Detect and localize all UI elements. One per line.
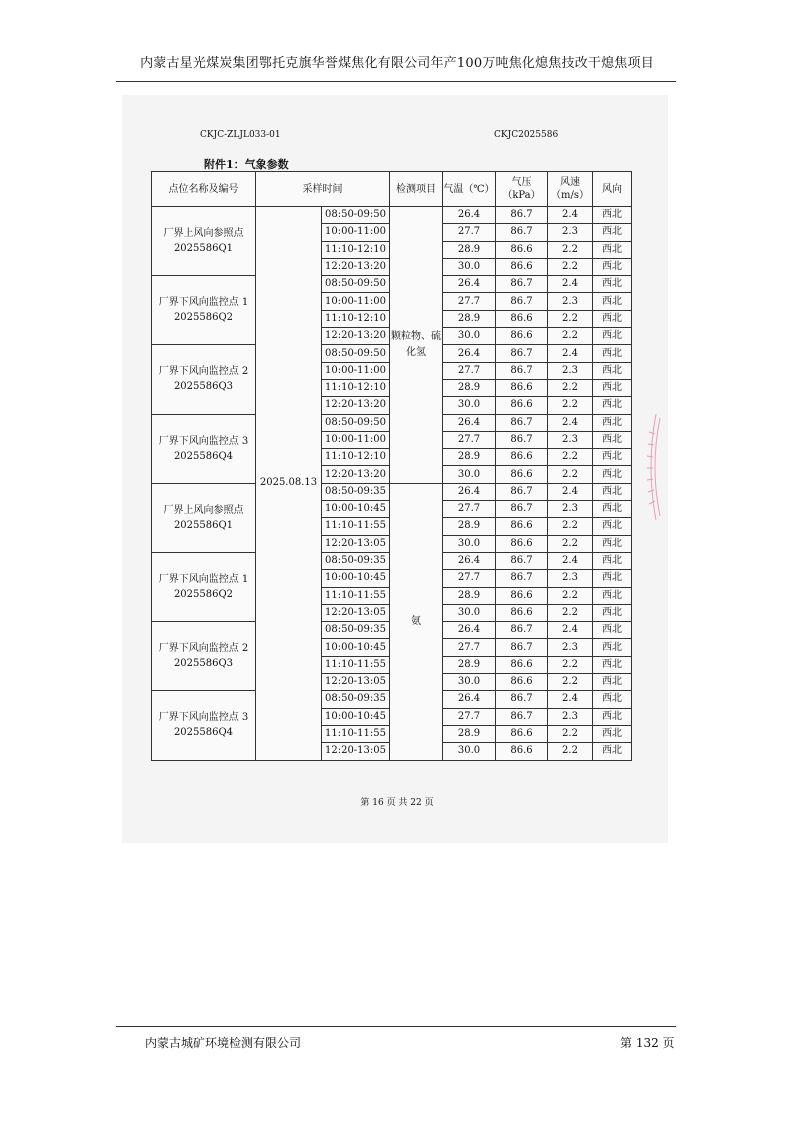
pressure-value: 86.6 — [496, 725, 548, 742]
temperature-value: 28.9 — [443, 518, 496, 535]
col-header-temp: 气温（℃） — [443, 172, 496, 207]
site-name: 厂界下风向监控点 2 — [158, 366, 249, 378]
pressure-value: 86.6 — [496, 397, 548, 414]
temperature-value: 30.0 — [443, 604, 496, 621]
sampling-time: 12:20-13:20 — [322, 328, 390, 345]
site-name: 厂界下风向监控点 1 — [158, 297, 249, 309]
site-code: 2025586Q2 — [173, 589, 234, 601]
temperature-value: 30.0 — [443, 328, 496, 345]
site-cell — [152, 483, 256, 552]
temperature-value: 28.9 — [443, 725, 496, 742]
temperature-value: 28.9 — [443, 310, 496, 327]
wind-speed-value: 2.2 — [548, 674, 593, 691]
sampling-time: 08:50-09:50 — [322, 414, 390, 431]
site-code: 2025586Q1 — [173, 519, 234, 531]
pressure-value: 86.7 — [496, 293, 548, 310]
wind-speed-value: 2.2 — [548, 535, 593, 552]
wind-direction-value: 西北 — [593, 639, 632, 656]
wind-speed-value: 2.2 — [548, 743, 593, 760]
report-number: CKJC2025586 — [494, 130, 559, 140]
sampling-time: 10:00-10:45 — [322, 708, 390, 725]
test-item: 氨 — [390, 483, 443, 760]
wind-speed-value: 2.2 — [548, 656, 593, 673]
table-body — [152, 207, 632, 761]
sampling-time: 12:20-13:20 — [322, 397, 390, 414]
sampling-time: 08:50-09:50 — [322, 276, 390, 293]
wind-direction-value: 西北 — [593, 483, 632, 500]
pressure-value: 86.6 — [496, 241, 548, 258]
pressure-value: 86.7 — [496, 207, 548, 224]
table-row — [152, 483, 632, 500]
pressure-value: 86.7 — [496, 708, 548, 725]
sampling-time: 08:50-09:35 — [322, 552, 390, 569]
pressure-value: 86.6 — [496, 379, 548, 396]
temperature-value: 30.0 — [443, 674, 496, 691]
wind-direction-value: 西北 — [593, 258, 632, 275]
pressure-value: 86.6 — [496, 535, 548, 552]
site-name: 厂界下风向监控点 1 — [158, 574, 249, 586]
pressure-value: 86.6 — [496, 466, 548, 483]
pressure-value: 86.7 — [496, 345, 548, 362]
wind-direction-value: 西北 — [593, 241, 632, 258]
temperature-value: 30.0 — [443, 258, 496, 275]
temperature-value: 27.7 — [443, 639, 496, 656]
wind-speed-value: 2.3 — [548, 501, 593, 518]
sampling-time: 10:00-11:00 — [322, 293, 390, 310]
temperature-value: 26.4 — [443, 552, 496, 569]
inner-page-number: 第 16 页 共 22 页 — [360, 798, 434, 808]
pressure-value: 86.6 — [496, 310, 548, 327]
pressure-value: 86.6 — [496, 449, 548, 466]
wind-speed-value: 2.2 — [548, 241, 593, 258]
wind-direction-value: 西北 — [593, 691, 632, 708]
sampling-time: 10:00-10:45 — [322, 570, 390, 587]
sampling-time: 08:50-09:35 — [322, 691, 390, 708]
wind-direction-value: 西北 — [593, 414, 632, 431]
pressure-value: 86.7 — [496, 276, 548, 293]
wind-speed-value: 2.2 — [548, 449, 593, 466]
site-name: 厂界上风向参照点 — [163, 228, 244, 240]
wind-direction-value: 西北 — [593, 535, 632, 552]
table-header-row — [152, 172, 632, 207]
col-header-item: 检测项目 — [390, 172, 443, 207]
sampling-time: 11:10-11:55 — [322, 725, 390, 742]
footer-company: 内蒙古城矿环境检测有限公司 — [145, 1036, 302, 1050]
wind-speed-value: 2.3 — [548, 431, 593, 448]
wind-speed-value: 2.4 — [548, 483, 593, 500]
site-name: 厂界下风向监控点 3 — [158, 435, 249, 447]
site-code: 2025586Q4 — [173, 727, 234, 739]
sampling-time: 11:10-12:10 — [322, 241, 390, 258]
wind-direction-value: 西北 — [593, 449, 632, 466]
wind-direction-value: 西北 — [593, 431, 632, 448]
sampling-date: 2025.08.13 — [256, 207, 322, 761]
table-row — [152, 207, 632, 224]
temperature-value: 26.4 — [443, 207, 496, 224]
pressure-value: 86.7 — [496, 431, 548, 448]
wind-speed-value: 2.3 — [548, 362, 593, 379]
site-name: 厂界上风向参照点 — [163, 504, 244, 516]
temperature-value: 27.7 — [443, 501, 496, 518]
temperature-value: 27.7 — [443, 293, 496, 310]
site-cell — [152, 552, 256, 621]
wind-direction-value: 西北 — [593, 552, 632, 569]
annex-title: 附件1：气象参数 — [204, 158, 289, 171]
temperature-value: 27.7 — [443, 431, 496, 448]
site-code: 2025586Q3 — [173, 381, 234, 393]
wind-speed-value: 2.4 — [548, 691, 593, 708]
wind-direction-value: 西北 — [593, 674, 632, 691]
wind-speed-value: 2.2 — [548, 518, 593, 535]
pressure-value: 86.7 — [496, 483, 548, 500]
site-code: 2025586Q4 — [173, 450, 234, 462]
col-header-wind-speed: 风速（m/s） — [548, 172, 593, 207]
sampling-time: 10:00-10:45 — [322, 639, 390, 656]
wind-speed-value: 2.3 — [548, 639, 593, 656]
temperature-value: 30.0 — [443, 466, 496, 483]
sampling-time: 10:00-10:45 — [322, 501, 390, 518]
wind-direction-value: 西北 — [593, 310, 632, 327]
wind-direction-value: 西北 — [593, 622, 632, 639]
test-item: 颗粒物、硫化氢 — [390, 207, 443, 484]
pressure-value: 86.6 — [496, 604, 548, 621]
wind-speed-value: 2.3 — [548, 293, 593, 310]
site-cell — [152, 276, 256, 345]
wind-speed-value: 2.2 — [548, 604, 593, 621]
temperature-value: 27.7 — [443, 224, 496, 241]
pressure-value: 86.7 — [496, 414, 548, 431]
footer-page-number: 第 132 页 — [620, 1036, 675, 1050]
temperature-value: 27.7 — [443, 570, 496, 587]
wind-direction-value: 西北 — [593, 518, 632, 535]
sampling-time: 10:00-11:00 — [322, 431, 390, 448]
site-cell — [152, 414, 256, 483]
pressure-value: 86.6 — [496, 587, 548, 604]
sampling-time: 12:20-13:05 — [322, 604, 390, 621]
wind-direction-value: 西北 — [593, 397, 632, 414]
pressure-value: 86.7 — [496, 639, 548, 656]
sampling-time: 10:00-11:00 — [322, 362, 390, 379]
header-divider — [116, 81, 676, 82]
wind-direction-value: 西北 — [593, 224, 632, 241]
wind-speed-value: 2.3 — [548, 224, 593, 241]
wind-speed-value: 2.3 — [548, 570, 593, 587]
temperature-value: 28.9 — [443, 379, 496, 396]
wind-speed-value: 2.2 — [548, 587, 593, 604]
wind-direction-value: 西北 — [593, 207, 632, 224]
wind-direction-value: 西北 — [593, 656, 632, 673]
site-cell — [152, 207, 256, 276]
sampling-time: 12:20-13:05 — [322, 535, 390, 552]
wind-speed-value: 2.4 — [548, 414, 593, 431]
site-cell — [152, 622, 256, 691]
wind-direction-value: 西北 — [593, 501, 632, 518]
temperature-value: 26.4 — [443, 622, 496, 639]
sampling-time: 08:50-09:35 — [322, 622, 390, 639]
pressure-value: 86.6 — [496, 328, 548, 345]
temperature-value: 28.9 — [443, 656, 496, 673]
pressure-value: 86.7 — [496, 691, 548, 708]
temperature-value: 30.0 — [443, 743, 496, 760]
wind-direction-value: 西北 — [593, 276, 632, 293]
sampling-time: 11:10-12:10 — [322, 449, 390, 466]
temperature-value: 30.0 — [443, 535, 496, 552]
pressure-value: 86.7 — [496, 362, 548, 379]
wind-direction-value: 西北 — [593, 708, 632, 725]
wind-direction-value: 西北 — [593, 345, 632, 362]
sampling-time: 08:50-09:35 — [322, 483, 390, 500]
wind-speed-value: 2.2 — [548, 466, 593, 483]
page-header-title: 内蒙古星光煤炭集团鄂托克旗华誉煤焦化有限公司年产100万吨焦化熄焦技改干熄焦项目 — [140, 56, 654, 71]
site-code: 2025586Q3 — [173, 658, 234, 670]
wind-direction-value: 西北 — [593, 725, 632, 742]
col-header-wind-dir: 风向 — [593, 172, 632, 207]
site-name: 厂界下风向监控点 3 — [158, 712, 249, 724]
wind-direction-value: 西北 — [593, 570, 632, 587]
site-cell — [152, 691, 256, 760]
meteorological-table — [151, 171, 632, 761]
temperature-value: 26.4 — [443, 691, 496, 708]
wind-direction-value: 西北 — [593, 362, 632, 379]
footer-divider — [116, 1026, 676, 1027]
site-code: 2025586Q1 — [173, 243, 234, 255]
wind-speed-value: 2.3 — [548, 708, 593, 725]
temperature-value: 27.7 — [443, 362, 496, 379]
seal-stamp-icon — [640, 412, 662, 522]
wind-direction-value: 西北 — [593, 466, 632, 483]
wind-speed-value: 2.2 — [548, 258, 593, 275]
pressure-value: 86.6 — [496, 258, 548, 275]
sampling-time: 12:20-13:05 — [322, 743, 390, 760]
wind-speed-value: 2.4 — [548, 622, 593, 639]
wind-direction-value: 西北 — [593, 379, 632, 396]
site-cell — [152, 345, 256, 414]
wind-direction-value: 西北 — [593, 587, 632, 604]
wind-speed-value: 2.4 — [548, 345, 593, 362]
pressure-value: 86.7 — [496, 501, 548, 518]
site-name: 厂界下风向监控点 2 — [158, 643, 249, 655]
sampling-time: 11:10-11:55 — [322, 518, 390, 535]
wind-speed-value: 2.4 — [548, 207, 593, 224]
col-header-pressure: 气压（kPa） — [496, 172, 548, 207]
document-code: CKJC-ZLJL033-01 — [200, 130, 281, 140]
temperature-value: 26.4 — [443, 414, 496, 431]
wind-direction-value: 西北 — [593, 328, 632, 345]
pressure-value: 86.6 — [496, 674, 548, 691]
wind-speed-value: 2.4 — [548, 276, 593, 293]
temperature-value: 26.4 — [443, 483, 496, 500]
pressure-value: 86.7 — [496, 552, 548, 569]
wind-direction-value: 西北 — [593, 604, 632, 621]
pressure-value: 86.7 — [496, 622, 548, 639]
pressure-value: 86.6 — [496, 518, 548, 535]
sampling-time: 08:50-09:50 — [322, 345, 390, 362]
wind-direction-value: 西北 — [593, 743, 632, 760]
sampling-time: 12:20-13:20 — [322, 466, 390, 483]
wind-speed-value: 2.4 — [548, 552, 593, 569]
wind-speed-value: 2.2 — [548, 328, 593, 345]
pressure-value: 86.7 — [496, 224, 548, 241]
sampling-time: 11:10-12:10 — [322, 310, 390, 327]
temperature-value: 26.4 — [443, 276, 496, 293]
pressure-value: 86.6 — [496, 743, 548, 760]
sampling-time: 11:10-11:55 — [322, 656, 390, 673]
temperature-value: 26.4 — [443, 345, 496, 362]
sampling-time: 08:50-09:50 — [322, 207, 390, 224]
pressure-value: 86.7 — [496, 570, 548, 587]
wind-speed-value: 2.2 — [548, 725, 593, 742]
temperature-value: 28.9 — [443, 241, 496, 258]
wind-speed-value: 2.2 — [548, 379, 593, 396]
temperature-value: 27.7 — [443, 708, 496, 725]
sampling-time: 12:20-13:20 — [322, 258, 390, 275]
wind-direction-value: 西北 — [593, 293, 632, 310]
sampling-time: 12:20-13:05 — [322, 674, 390, 691]
wind-speed-value: 2.2 — [548, 397, 593, 414]
wind-speed-value: 2.2 — [548, 310, 593, 327]
temperature-value: 28.9 — [443, 449, 496, 466]
sampling-time: 11:10-12:10 — [322, 379, 390, 396]
sampling-time: 10:00-11:00 — [322, 224, 390, 241]
temperature-value: 30.0 — [443, 397, 496, 414]
temperature-value: 28.9 — [443, 587, 496, 604]
col-header-site: 点位名称及编号 — [152, 172, 256, 207]
pressure-value: 86.6 — [496, 656, 548, 673]
site-code: 2025586Q2 — [173, 312, 234, 324]
col-header-time: 采样时间 — [256, 172, 390, 207]
sampling-time: 11:10-11:55 — [322, 587, 390, 604]
